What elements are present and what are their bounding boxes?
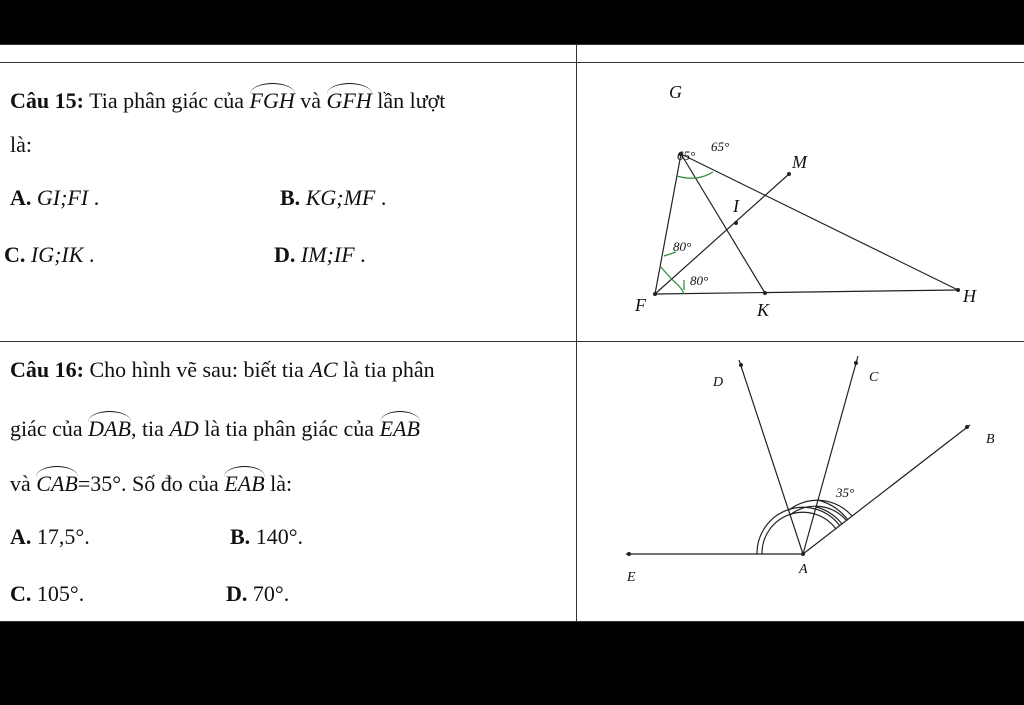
q16-text-6: và [10, 471, 31, 496]
point-c [854, 361, 858, 365]
q16-text-2: là tia phân [343, 357, 435, 382]
ray-ac [803, 356, 858, 554]
q15-text: Tia phân giác của [89, 88, 245, 113]
option-letter: D. [274, 242, 296, 267]
option-value: 105°. [36, 581, 85, 606]
q16-text-5: là tia phân giác của [204, 416, 375, 441]
q16-angle-dab: DAB [88, 416, 131, 441]
point-d [739, 363, 743, 367]
angle-label-80-bottom: 80° [690, 273, 709, 288]
option-value: IM;IF [300, 242, 355, 267]
point-b [965, 425, 969, 429]
angle-label-35: 35° [836, 485, 855, 500]
option-end: . [88, 242, 95, 267]
option-letter: D. [226, 581, 248, 606]
point-e [627, 552, 631, 556]
option-letter: C. [4, 242, 26, 267]
label-e: E [627, 570, 636, 585]
option-value: KG;MF [305, 185, 376, 210]
q15-number: Câu 15: [10, 88, 84, 113]
angle-label-65-right: 65° [711, 139, 730, 154]
label-d: D [713, 375, 724, 390]
worksheet [0, 44, 1024, 622]
angle-label-80-top: 80° [673, 239, 692, 254]
option-end: . [360, 242, 366, 267]
ray-ad [739, 360, 803, 554]
option-letter: C. [10, 581, 32, 606]
q16-text-7: . Số đo của [121, 471, 219, 496]
q15-angle-gfh: GFH [326, 88, 372, 113]
option-value: 140°. [255, 524, 303, 549]
angle-figure [0, 44, 1024, 622]
q16-eq: =35° [77, 471, 122, 496]
q16-text-8: là: [270, 471, 293, 496]
q16-number: Câu 16: [10, 357, 84, 382]
option-letter: B. [230, 524, 251, 549]
angle-label-65-left: 65° [677, 148, 696, 163]
point-a [801, 552, 805, 556]
label-h: H [963, 286, 976, 306]
option-value: GI;FI [36, 185, 89, 210]
q15-angle-fgh: FGH [249, 88, 295, 113]
option-letter: B. [280, 185, 301, 210]
q16-angle-eab-2: EAB [224, 471, 265, 496]
option-value: 17,5°. [36, 524, 90, 549]
option-end: . [93, 185, 100, 210]
q16-ray-ad: AD [169, 416, 199, 441]
label-m: M [792, 152, 807, 172]
option-letter: A. [10, 185, 32, 210]
q16-text: Cho hình vẽ sau: biết tia [89, 357, 304, 382]
q15-text-2: lần lượt [377, 88, 446, 113]
option-value: IG;IK [30, 242, 84, 267]
label-i: I [733, 196, 739, 216]
q15-text-3: là: [10, 132, 32, 157]
q16-angle-eab: EAB [379, 416, 420, 441]
option-end: . [380, 185, 387, 210]
q16-angle-cab: CAB [36, 471, 78, 496]
label-f: F [635, 295, 646, 315]
option-letter: A. [10, 524, 32, 549]
option-value: 70°. [252, 581, 290, 606]
q16-text-4: , tia [130, 416, 164, 441]
q16-text-3: giác của [10, 416, 83, 441]
label-c: C [869, 370, 879, 385]
q15-conj: và [300, 88, 322, 113]
label-b: B [986, 432, 995, 447]
label-k: K [757, 300, 770, 320]
label-a: A [799, 562, 808, 577]
label-g: G [669, 82, 682, 102]
q16-ray-ac: AC [309, 357, 338, 382]
ray-ab [803, 425, 970, 554]
